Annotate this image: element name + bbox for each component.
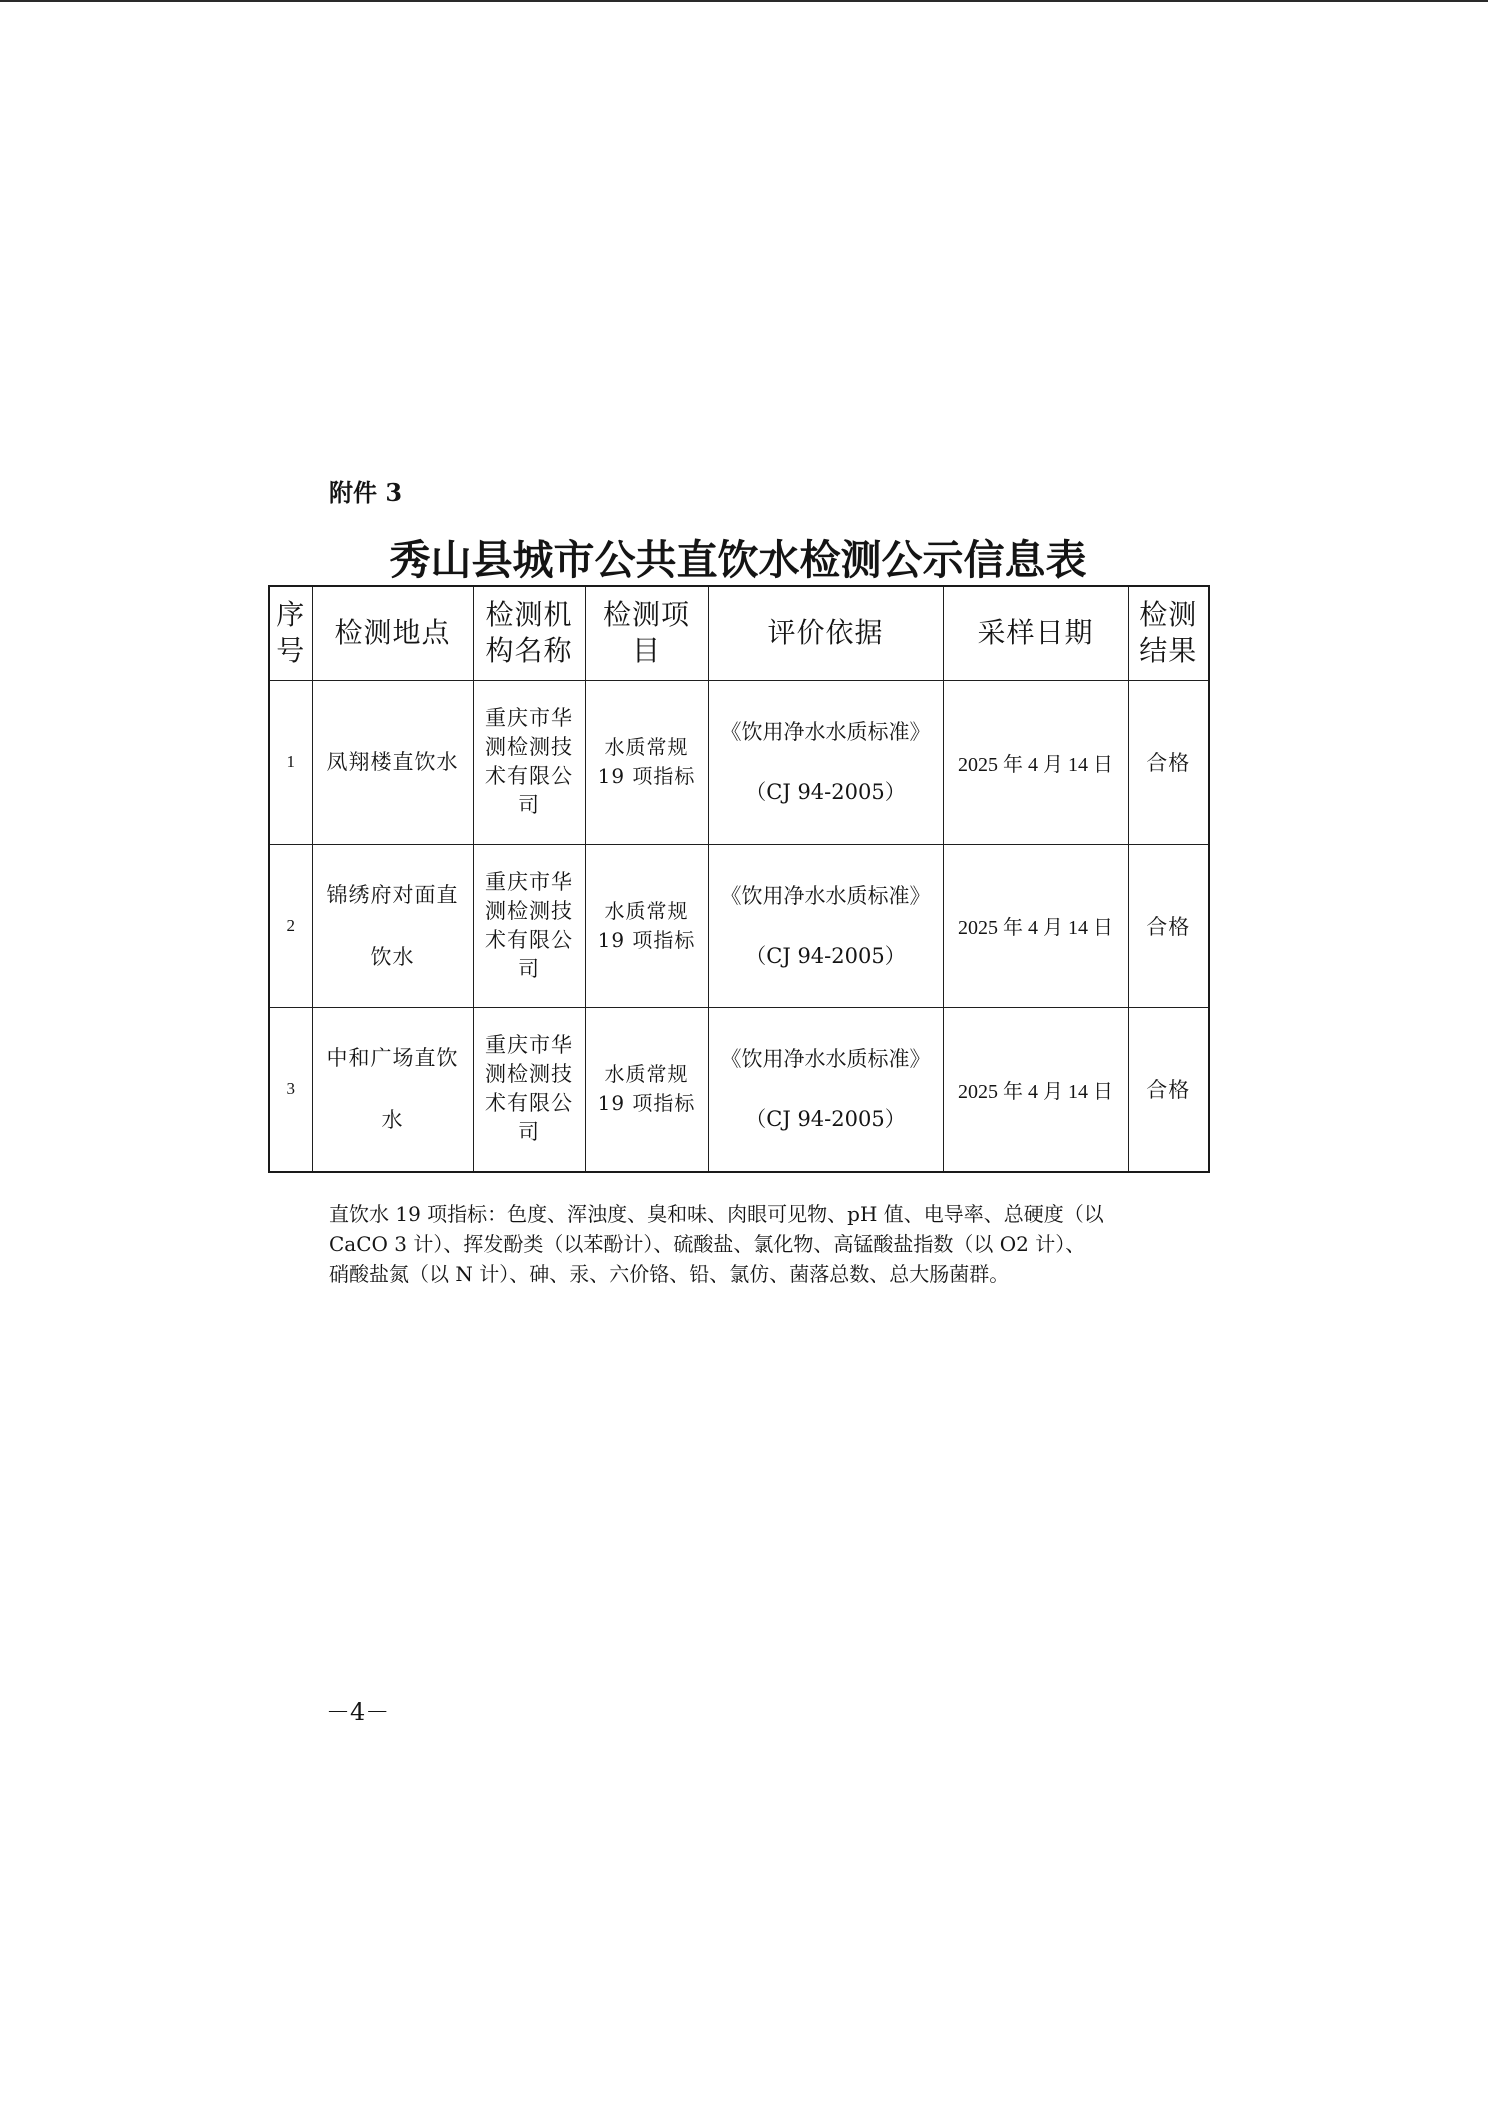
location-text — [313, 731, 473, 793]
basis-standard-code: （CJ 94-2005） — [745, 780, 906, 804]
footnote-line: 直饮水 19 项指标：色度、浑浊度、臭和味、肉眼可见物、pH 值、电导率、总硬度（以 — [329, 1202, 1104, 1226]
sample-date-text: 2025 年 4 月 14 日 — [958, 1080, 1113, 1103]
text-line: 司 — [518, 956, 540, 981]
location-text — [313, 864, 473, 988]
text-line: 司 — [518, 793, 540, 817]
cell-basis — [708, 1007, 943, 1172]
info-table — [268, 585, 1210, 1173]
header-institution — [473, 586, 585, 680]
text-line: 测检测技 — [485, 735, 573, 759]
footnote — [329, 1199, 1104, 1289]
header-item-label — [586, 597, 708, 669]
text-line: 构名称 — [485, 634, 573, 668]
institution-text — [474, 1031, 585, 1147]
text-line: 中和广场直饮 — [326, 1046, 459, 1071]
attachment-label: 附件 3 — [329, 478, 403, 507]
text-line: 检测 — [1139, 598, 1198, 632]
text-line: 号 — [276, 634, 306, 668]
basis-standard-code: （CJ 94-2005） — [745, 1107, 906, 1132]
institution-text — [474, 704, 585, 820]
cell-location — [312, 680, 473, 844]
cell-institution — [473, 1007, 585, 1172]
text-line: 水 — [381, 1108, 404, 1133]
basis-standard-name: 《饮用净水水质标准》 — [720, 720, 931, 744]
text-line: 评价依据 — [767, 616, 884, 650]
basis-standard-code: （CJ 94-2005） — [745, 943, 906, 968]
text-line: 测检测技 — [485, 1062, 573, 1087]
cell-sample-date — [943, 844, 1128, 1007]
table-row — [269, 680, 1209, 844]
text-line: 司 — [518, 1120, 540, 1145]
sample-date-text: 2025 年 4 月 14 日 — [958, 917, 1113, 939]
table-header-row — [269, 586, 1209, 680]
text-line: 锦绣府对面直 — [326, 882, 459, 907]
text-line: 重庆市华 — [485, 1033, 573, 1058]
item-line: 19 项指标 — [597, 1091, 696, 1116]
text-line: 凤翔楼直饮水 — [326, 750, 459, 774]
cell-index — [269, 844, 312, 1007]
cell-institution — [473, 844, 585, 1007]
table-row — [269, 844, 1209, 1007]
header-institution-label — [474, 597, 585, 669]
header-item — [585, 586, 708, 680]
text-line: 术有限公 — [485, 927, 573, 952]
cell-location — [312, 1007, 473, 1172]
sample-date-text: 2025 年 4 月 14 日 — [958, 753, 1113, 776]
header-index-label — [270, 597, 312, 669]
basis-standard-name: 《饮用净水水质标准》 — [720, 883, 931, 908]
text-line: 采样日期 — [977, 616, 1094, 650]
result-text: 合格 — [1146, 914, 1191, 939]
text-line: 重庆市华 — [485, 869, 573, 894]
text-line: 目 — [631, 634, 661, 668]
header-location-label — [313, 615, 473, 651]
text-line: 检测机 — [485, 598, 573, 632]
cell-institution — [473, 680, 585, 844]
item-line: 19 项指标 — [597, 927, 696, 952]
cell-index — [269, 1007, 312, 1172]
text-line: 重庆市华 — [485, 706, 573, 730]
row-index: 1 — [286, 752, 295, 771]
text-line: 检测项 — [602, 598, 690, 632]
document-title: 秀山县城市公共直饮水检测公示信息表 — [389, 536, 1087, 584]
cell-sample-date — [943, 1007, 1128, 1172]
text-line: 结果 — [1139, 634, 1198, 668]
cell-index — [269, 680, 312, 844]
footnote-line: CaCO 3 计）、挥发酚类（以苯酚计）、硫酸盐、氯化物、高锰酸盐指数（以 O2 计）、 — [329, 1232, 1086, 1256]
cell-result — [1128, 844, 1209, 1007]
row-index: 2 — [286, 915, 295, 935]
cell-result — [1128, 1007, 1209, 1172]
header-sample-date-label — [944, 615, 1128, 651]
cell-item — [585, 844, 708, 1007]
cell-result — [1128, 680, 1209, 844]
cell-item — [585, 1007, 708, 1172]
text-line: 术有限公 — [485, 1091, 573, 1116]
header-location — [312, 586, 473, 680]
text-line: 序 — [276, 598, 306, 632]
basis-standard-name: 《饮用净水水质标准》 — [720, 1047, 931, 1072]
header-basis — [708, 586, 943, 680]
text-line: 测检测技 — [485, 898, 573, 923]
text-line: 检测地点 — [334, 616, 451, 650]
result-text: 合格 — [1146, 751, 1191, 775]
text-line: 术有限公 — [485, 764, 573, 788]
institution-text — [474, 868, 585, 984]
text-line: 饮水 — [370, 944, 415, 969]
header-index — [269, 586, 312, 680]
page-number: －4－ — [326, 1698, 390, 1726]
header-result-label — [1129, 597, 1209, 669]
page-top-edge — [0, 0, 1488, 2]
row-index: 3 — [286, 1079, 295, 1099]
item-line: 水质常规 — [604, 898, 689, 923]
header-sample-date — [943, 586, 1128, 680]
item-line: 水质常规 — [604, 1062, 689, 1087]
cell-sample-date — [943, 680, 1128, 844]
cell-basis — [708, 680, 943, 844]
table-row — [269, 1007, 1209, 1172]
cell-item — [585, 680, 708, 844]
result-text: 合格 — [1146, 1078, 1191, 1103]
location-text — [313, 1027, 473, 1151]
cell-location — [312, 844, 473, 1007]
footnote-line: 硝酸盐氮（以 N 计）、砷、汞、六价铬、铅、氯仿、菌落总数、总大肠菌群。 — [329, 1262, 1010, 1286]
header-basis-label — [709, 615, 943, 651]
item-line: 水质常规 — [604, 735, 689, 759]
item-line: 19 项指标 — [597, 764, 696, 788]
header-result — [1128, 586, 1209, 680]
cell-basis — [708, 844, 943, 1007]
